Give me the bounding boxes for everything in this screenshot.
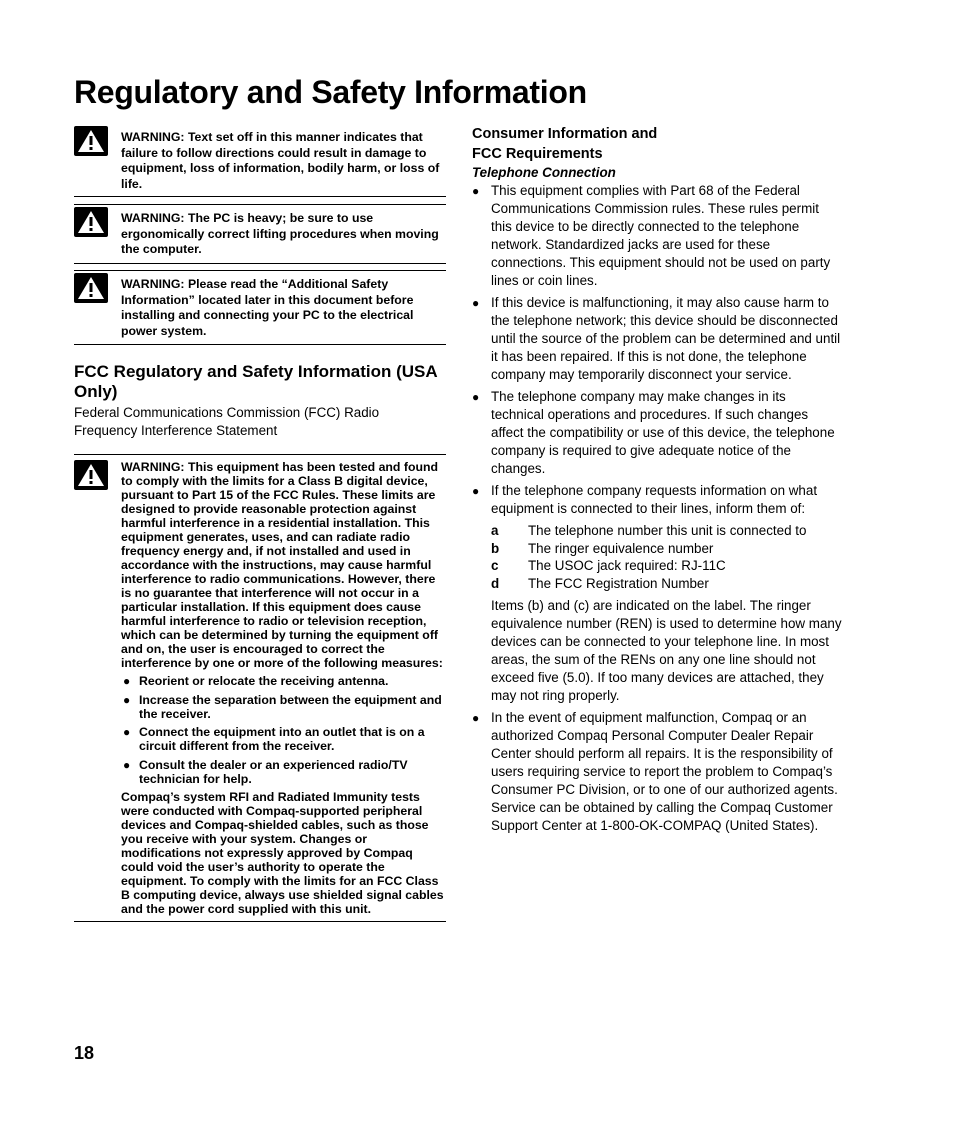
warning-icon: [74, 207, 108, 237]
warning-text: WARNING: The PC is heavy; be sure to use ergonomically correct lifting procedures when moving the computer.: [121, 211, 439, 257]
fcc-warning-box: [74, 455, 446, 916]
info-item: [491, 557, 842, 575]
info-item: [491, 575, 842, 593]
bullet-icon: ●: [472, 390, 480, 404]
info-item-text: The USOC jack required: RJ-11C: [528, 558, 726, 574]
divider: [74, 263, 446, 264]
telephone-connection-list: [472, 182, 842, 593]
telephone-connection-subheading: Telephone Connection: [472, 165, 616, 180]
bullet-icon: ●: [472, 184, 480, 198]
list-item: [472, 182, 842, 290]
info-item: [491, 522, 842, 540]
info-item-text: The FCC Registration Number: [528, 576, 709, 592]
warning-text: WARNING: Please read the “Additional Safety Information” located later in this document before installing and connecting your PC to the electrical power system.: [121, 277, 414, 338]
repair-list: [472, 709, 842, 835]
warning-icon: [74, 460, 108, 490]
list-item: [472, 709, 842, 835]
consumer-info-heading: [472, 124, 842, 164]
info-item-letter: d: [491, 576, 500, 592]
bullet-icon: ●: [472, 296, 480, 310]
list-item: [472, 388, 842, 478]
list-item-text: If the telephone company requests information on what equipment is connected to their lines, inform them of:: [491, 483, 818, 516]
bullet-icon: ●: [123, 725, 131, 740]
list-item-text: The telephone company may make changes in its technical operations and procedures. If such changes affect the compatibility or use of this device, the telephone company is required to give adequate notice of the changes.: [491, 389, 835, 476]
info-item-letter: b: [491, 540, 500, 556]
fcc-section-heading: FCC Regulatory and Safety Information (USA Only): [74, 362, 438, 401]
fcc-section-subtext: Federal Communications Commission (FCC) Radio Frequency Interference Statement: [74, 405, 380, 438]
heading-line: FCC Requirements: [472, 146, 603, 162]
list-item-text: Reorient or relocate the receiving antenna.: [139, 674, 389, 688]
bullet-icon: ●: [123, 757, 131, 772]
divider: [74, 921, 446, 922]
list-item: [472, 294, 842, 384]
list-item: [472, 482, 842, 593]
bullet-icon: ●: [472, 710, 480, 725]
warning-box: [74, 271, 446, 344]
bullet-icon: ●: [123, 674, 131, 688]
page-number: 18: [74, 1043, 95, 1063]
warning-icon: [74, 126, 108, 156]
right-column: [472, 124, 842, 839]
list-item-text: Connect the equipment into an outlet that is on a circuit different from the receiver.: [139, 725, 425, 754]
fcc-warning-closing: Compaq’s system RFI and Radiated Immunity tests were conducted with Compaq-supported peripheral devices and Compaq-shielded cables, such as those you receive with your system. Changes or modifications not expressly approved by Compaq could void the user’s authority to operate the equipment. To comply with the limits for an FCC Class B computing device, always use shielded signal cables and the power cord supplied with this unit.: [121, 790, 444, 917]
list-item: [121, 725, 446, 753]
bullet-icon: ●: [123, 692, 131, 707]
info-item-text: The ringer equivalence number: [528, 540, 714, 556]
list-item: [121, 693, 446, 721]
warning-box: [74, 205, 446, 263]
info-item-letter: c: [491, 558, 499, 574]
list-item-text: Consult the dealer or an experienced radio/TV technician for help.: [139, 757, 408, 786]
fcc-warning-measures: [121, 674, 446, 786]
list-item-text: Increase the separation between the equipment and the receiver.: [139, 692, 442, 721]
list-item-text: This equipment complies with Part 68 of the Federal Communications Commission rules. These rules permit this device to be directly connected to the telephone network. Standardized jacks are used for these connections. This equipment should not be used on party lines or coin lines.: [491, 183, 831, 288]
fcc-warning-intro: WARNING: This equipment has been tested and found to comply with the limits for a Class B digital device, pursuant to Part 15 of the FCC Rules. These limits are designed to provide reasonable protection against harmful interference in a residential installation. This equipment generates, uses, and can radiate radio frequency energy and, if not installed and used in accordance with the instructions, may cause harmful interference to radio communications. However, there is no guarantee that interference will not occur in a particular installation. If this equipment does cause harmful interference to radio or television reception, which can be determined by turning the equipment off and on, the user is encouraged to correct the interference by one or more of the following measures:: [121, 460, 443, 670]
list-item-text: If this device is malfunctioning, it may also cause harm to the telephone network; this device should be disconnected until the source of the problem can be determined and until it has been repaired. If this is not done, the telephone company may temporarily disconnect your service.: [491, 295, 841, 382]
list-item: [121, 758, 446, 786]
divider: [74, 196, 446, 197]
info-item-text: The telephone number this unit is connected to: [528, 523, 807, 538]
warning-box: [74, 124, 446, 196]
info-item: [491, 540, 842, 558]
ren-paragraph: Items (b) and (c) are indicated on the label. The ringer equivalence number (REN) is used to determine how many devices can be connected to your telephone line. In most areas, the sum of the RENs on any one line should not exceed five (5.0). If too many devices are attached, they may not ring properly.: [491, 597, 842, 703]
warning-text: WARNING: Text set off in this manner indicates that failure to follow directions could result in damage to equipment, loss of information, bodily harm, or loss of life.: [121, 130, 440, 191]
page-title: Regulatory and Safety Information: [74, 74, 587, 110]
list-item: [121, 674, 446, 688]
bullet-icon: ●: [472, 484, 480, 498]
list-item-text: In the event of equipment malfunction, Compaq or an authorized Compaq Personal Computer Dealer Repair Center should perform all repairs. It is the responsibility of users requiring service to report the problem to Compaq’s Consumer PC Division, or to one of our authorized agents. Service can be obtained by calling the Compaq Customer Support Center at 1-800-OK-COMPAQ (United States).: [491, 709, 838, 833]
info-item-letter: a: [491, 523, 499, 538]
left-column: [74, 124, 446, 922]
warning-icon: [74, 273, 108, 303]
info-items-list: [491, 522, 842, 593]
heading-line: Consumer Information and: [472, 126, 658, 142]
divider: [74, 344, 446, 345]
